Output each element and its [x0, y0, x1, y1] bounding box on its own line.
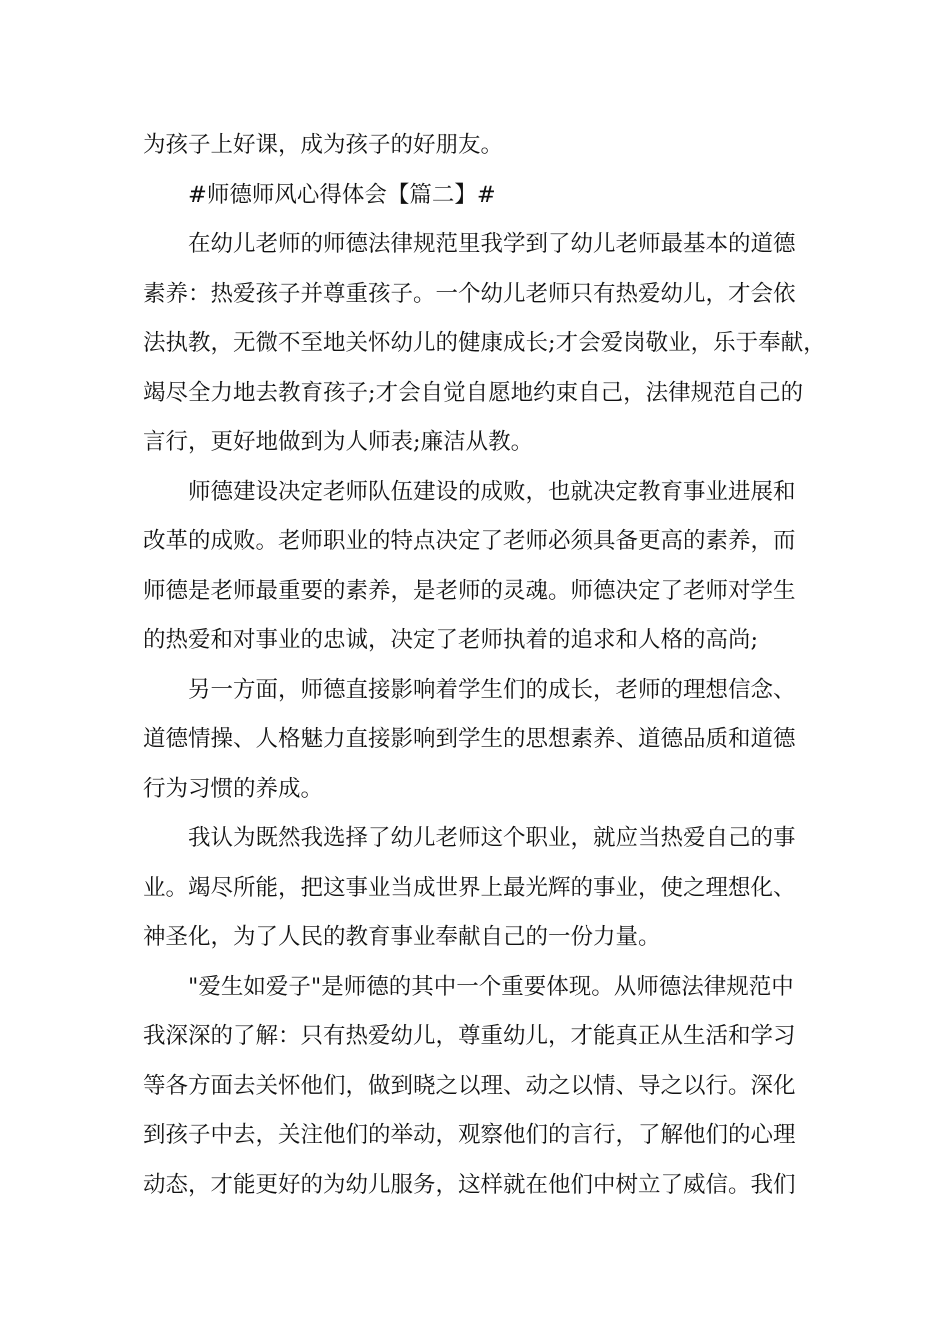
text-line: 法执教，无微不至地关怀幼儿的健康成长;才会爱岗敬业，乐于奉献，: [143, 330, 826, 356]
text-line: 等各方面去关怀他们，做到晓之以理、动之以情、导之以行。深化: [143, 1072, 796, 1099]
text-line: 行为习惯的养成。: [143, 775, 324, 802]
text-line: 我认为既然我选择了幼儿老师这个职业，就应当热爱自己的事: [188, 825, 796, 851]
text-line: 动态，才能更好的为幼儿服务，这样就在他们中树立了威信。我们: [143, 1171, 796, 1198]
text-line: 道德情操、人格魅力直接影响到学生的思想素养、道德品质和道德: [143, 726, 796, 752]
text-line: 师德建设决定老师队伍建设的成败，也就决定教育事业进展和: [188, 478, 796, 505]
document-body: [143, 121, 826, 1210]
text-line: 我深深的了解：只有热爱幼儿，尊重幼儿，才能真正从生活和学习: [143, 1023, 796, 1049]
text-line: 师德是老师最重要的素养，是老师的灵魂。师德决定了老师对学生: [143, 577, 796, 604]
text-line: 素养：热爱孩子并尊重孩子。一个幼儿老师只有热爱幼儿，才会依: [143, 280, 796, 307]
text-line: 言行，更好地做到为人师表;廉洁从教。: [143, 429, 534, 455]
text-line: 竭尽全力地去教育孩子;才会自觉自愿地约束自己，法律规范自己的: [143, 379, 804, 406]
text-line: 为孩子上好课，成为孩子的好朋友。: [143, 132, 504, 158]
text-line: 在幼儿老师的师德法律规范里我学到了幼儿老师最基本的道德: [188, 231, 796, 257]
text-line: 另一方面，师德直接影响着学生们的成长，老师的理想信念、: [188, 676, 796, 703]
section-heading: #师德师风心得体会【篇二】#: [188, 181, 496, 208]
text-line: 到孩子中去，关注他们的举动，观察他们的言行，了解他们的心理: [143, 1122, 796, 1148]
text-line: 改革的成败。老师职业的特点决定了老师必须具备更高的素养，而: [143, 528, 796, 554]
text-line: 的热爱和对事业的忠诚，决定了老师执着的追求和人格的高尚;: [143, 627, 759, 653]
text-line: 神圣化，为了人民的教育事业奉献自己的一份力量。: [143, 924, 661, 950]
text-line: 业。竭尽所能，把这事业当成世界上最光辉的事业，使之理想化、: [143, 874, 796, 901]
text-line: "爱生如爱子"是师德的其中一个重要体现。从师德法律规范中: [188, 973, 794, 1000]
